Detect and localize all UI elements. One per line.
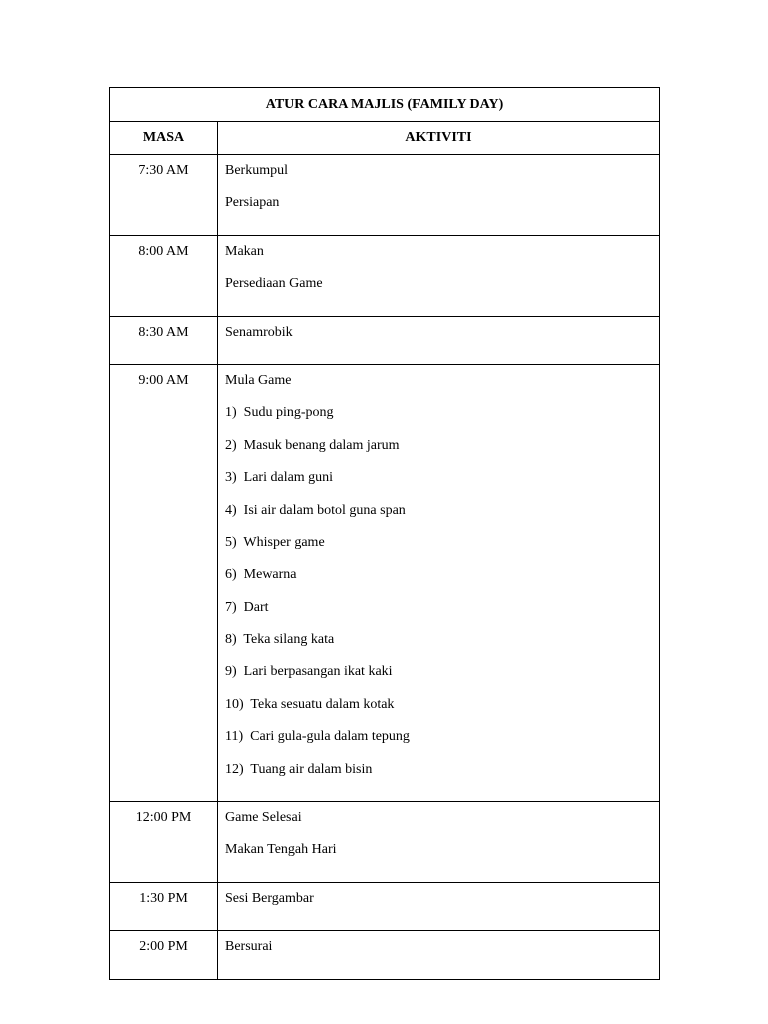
activity-cell <box>218 316 660 364</box>
time-text: 8:00 AM <box>138 243 189 259</box>
activity-item: Senamrobik <box>225 324 293 340</box>
time-text: 12:00 PM <box>135 810 192 826</box>
activity-item: 1) Sudu ping-pong <box>225 405 334 421</box>
activity-item: 8) Teka silang kata <box>225 632 335 648</box>
activity-item: 6) Mewarna <box>225 567 297 583</box>
activity-cell <box>218 882 660 930</box>
title-row <box>110 88 660 122</box>
table-row <box>110 316 660 364</box>
time-text: 7:30 AM <box>138 163 189 178</box>
time-cell <box>110 364 218 801</box>
table-row <box>110 364 660 801</box>
activity-item: Makan <box>225 243 264 259</box>
time-text: 1:30 PM <box>139 890 188 906</box>
activity-item: 10) Teka sesuatu dalam kotak <box>225 696 395 712</box>
header-time: MASA <box>110 122 218 155</box>
activity-item: 7) Dart <box>225 599 269 615</box>
time-text: 2:00 PM <box>139 939 188 955</box>
activity-item: 2) Masuk benang dalam jarum <box>225 437 400 453</box>
activity-item: Persediaan Game <box>225 276 323 292</box>
table-row <box>110 931 660 979</box>
time-cell <box>110 316 218 364</box>
activity-item: 3) Lari dalam guni <box>225 470 334 486</box>
time-cell <box>110 882 218 930</box>
activity-cell <box>218 155 660 236</box>
table-title: ATUR CARA MAJLIS (FAMILY DAY) <box>110 88 660 122</box>
time-cell <box>110 235 218 316</box>
time-text: 8:30 AM <box>138 324 189 340</box>
activity-item: Makan Tengah Hari <box>225 842 337 858</box>
activity-cell <box>218 931 660 979</box>
activity-item: 9) Lari berpasangan ikat kaki <box>225 664 393 680</box>
activity-cell <box>218 364 660 801</box>
activity-item: Game Selesai <box>225 810 302 826</box>
agenda-table <box>109 87 660 980</box>
activity-item: 12) Tuang air dalam bisin <box>225 761 373 777</box>
activity-item: Persiapan <box>225 195 280 211</box>
time-text: 9:00 AM <box>138 372 189 388</box>
activity-item: Sesi Bergambar <box>225 890 314 906</box>
table-row <box>110 882 660 930</box>
header-row <box>110 122 660 155</box>
header-activity: AKTIVITI <box>218 122 660 155</box>
activity-cell <box>218 235 660 316</box>
table-row <box>110 155 660 236</box>
activity-item: Bersurai <box>225 939 273 955</box>
time-cell <box>110 155 218 236</box>
activity-item: 11) Cari gula-gula dalam tepung <box>225 729 410 745</box>
table-row <box>110 235 660 316</box>
activity-item: 4) Isi air dalam botol guna span <box>225 502 406 518</box>
table-row <box>110 802 660 883</box>
activity-item: 5) Whisper game <box>225 534 325 550</box>
activity-item: Berkumpul <box>225 163 288 178</box>
time-cell <box>110 802 218 883</box>
time-cell <box>110 931 218 979</box>
activity-item: Mula Game <box>225 372 292 388</box>
activity-cell <box>218 802 660 883</box>
